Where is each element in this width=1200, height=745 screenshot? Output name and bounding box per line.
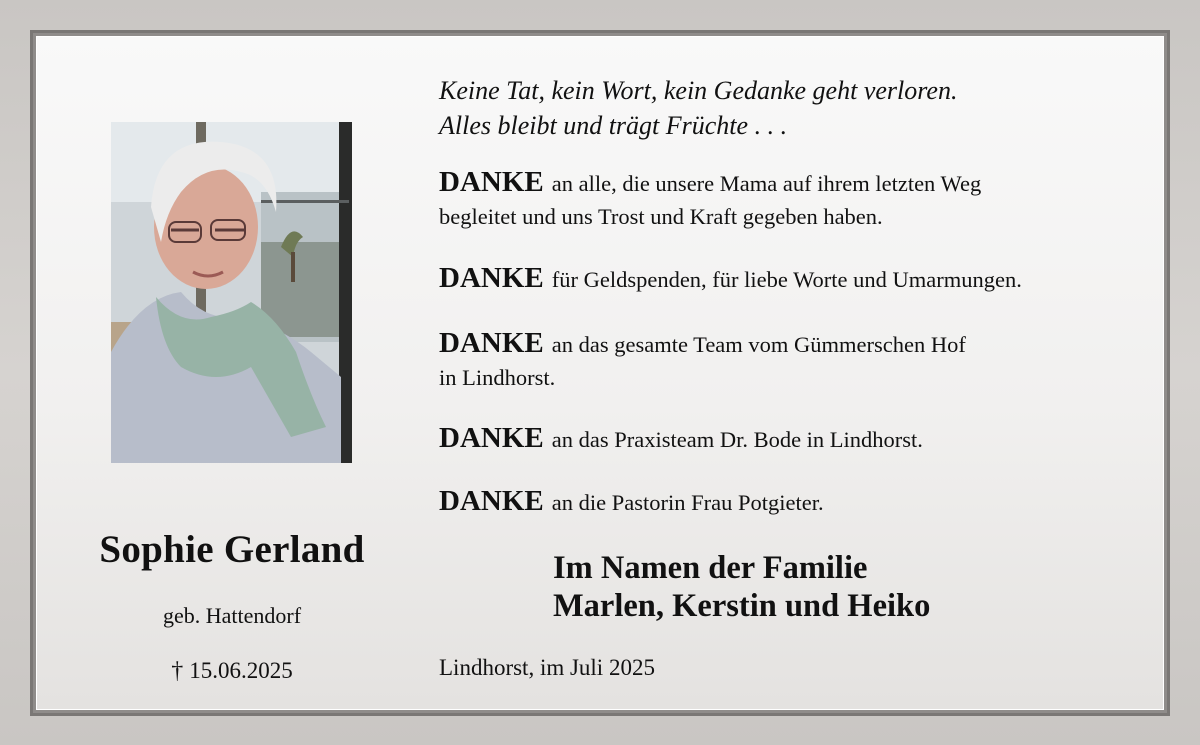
quote (439, 73, 1159, 143)
thanks-text: an das gesamte Team vom Gümmerschen Hof (551, 332, 966, 357)
family-signature (553, 549, 1113, 625)
thanks-text: an die Pastorin Frau Potgieter. (551, 490, 824, 515)
thanks-text: für Geldspenden, für liebe Worte und Umarmungen. (551, 267, 1022, 292)
thanks-item (439, 327, 1159, 394)
quote-line-1: Keine Tat, kein Wort, kein Gedanke geht verloren. (439, 76, 958, 105)
portrait-illustration (111, 122, 352, 463)
thanks-item (439, 166, 1159, 233)
death-date: 15.06.2025 (189, 658, 293, 683)
thanks-text-continued: begleitet und uns Trost und Kraft gegeben haben. (439, 204, 883, 229)
family-line-2: Marlen, Kerstin und Heiko (553, 588, 931, 624)
portrait-photo (111, 122, 352, 463)
thanks-text-continued: in Lindhorst. (439, 365, 556, 390)
cross-icon: † (171, 658, 184, 684)
thanks-text: an alle, die unsere Mama auf ihrem letzten Weg (551, 171, 982, 196)
thanks-keyword: DANKE (439, 166, 544, 198)
thanks-text: an das Praxisteam Dr. Bode in Lindhorst. (551, 427, 923, 452)
outer-frame (30, 30, 1170, 716)
thanks-keyword: DANKE (439, 327, 544, 359)
thanks-keyword: DANKE (439, 422, 544, 454)
death-date-line (37, 658, 427, 685)
thanks-keyword: DANKE (439, 485, 544, 517)
thanks-item (439, 422, 1159, 456)
deceased-name: Sophie Gerland (99, 528, 365, 571)
thanks-keyword: DANKE (439, 262, 544, 294)
thanks-item (439, 485, 1159, 519)
family-line-1: Im Namen der Familie (553, 550, 868, 586)
quote-line-2: Alles bleibt und trägt Früchte . . . (439, 111, 788, 140)
notice-card (36, 36, 1164, 710)
birth-name: geb. Hattendorf (162, 603, 302, 628)
thanks-item (439, 262, 1159, 296)
place-date: Lindhorst, im Juli 2025 (439, 655, 655, 680)
